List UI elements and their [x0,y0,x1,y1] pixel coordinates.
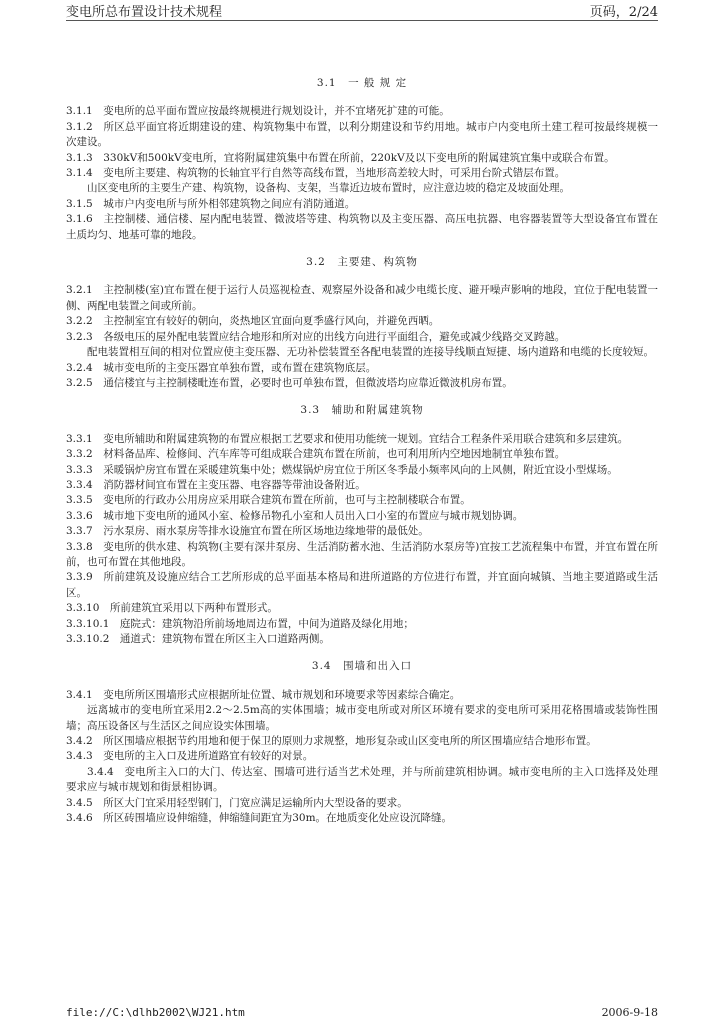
section [66,403,658,647]
clause-paragraph: 3.3.9 所前建筑及设施应结合工艺所形成的总平面基本格局和进所道路的方位进行布置，并宜面向城镇、当地主要道路或生活区。 [66,571,658,599]
clause-paragraph: 3.1.5 城市户内变电所与所外相邻建筑物之间应有消防通道。 [66,197,356,210]
document-title: 变电所总布置设计技术规程 [66,5,223,20]
document-body [66,76,658,838]
clause-paragraph: 3.3.10 所前建筑宜采用以下两种布置形式。 [66,602,278,615]
section [66,76,658,243]
clause-paragraph: 3.3.3 采暖锅炉房宜布置在采暖建筑集中处；燃煤锅炉房宜位于所区冬季最小频率风向的上风侧，附近宜设小型煤场。 [66,463,618,476]
page-header [66,0,658,22]
section-title: 3.2 主要建、构筑物 [306,256,418,269]
clause-paragraph: 3.4.2 所区围墙应根据节约用地和便于保卫的原则力求规整，地形复杂或山区变电所的所区围墙应结合地形布置。 [66,735,597,748]
clause-paragraph: 3.2.3 各级电压的屋外配电装置应结合地形和所对应的出线方向进行平面组合，避免或减少线路交叉跨越。 [66,330,566,343]
clause-paragraph: 3.1.1 变电所的总平面布置应按最终规模进行规划设计，并不宜堵死扩建的可能。 [66,105,450,118]
clause-paragraph: 3.3.2 材料备品库、检修间、汽车库等可组成联合建筑布置在所前，也可利用所内空地因地制宜单独布置。 [66,448,566,461]
clause-paragraph: 3.2.4 城市变电所的主变压器宜单独布置，或布置在建筑物底层。 [66,361,377,374]
clause-paragraph: 3.1.4 变电所主要建、构筑物的长轴宜平行自然等高线布置，当地形高差较大时，可采用台阶式错层布置。 [66,167,566,180]
clause-paragraph: 3.3.5 变电所的行政办公用房应采用联合建筑布置在所前，也可与主控制楼联合布置。 [66,494,471,507]
clause-paragraph: 3.3.7 污水泵房、雨水泵房等排水设施宜布置在所区场地边缘地带的最低处。 [66,525,429,538]
clause-paragraph: 3.3.8 变电所的供水建、构筑物(主要有深井泵房、生活消防蓄水池、生活消防水泵房等)宜按工艺流程集中布置，并宜布置在所前，也可布置在其他地段。 [66,540,658,568]
section-title: 3.4 围墙和出入口 [311,660,413,673]
page-number: 页码，2/24 [589,5,658,20]
clause-paragraph: 3.3.10.2 通道式：建筑物布置在所区主入口道路两侧。 [66,633,330,645]
section [66,255,658,391]
clause-paragraph: 3.3.4 消防器材间宜布置在主变压器、电容器等带油设备附近。 [66,478,366,491]
clause-paragraph: 3.2.2 主控制室宜有较好的朝向，炎热地区宜面向夏季盛行风向，并避免西晒。 [66,315,440,328]
clause-paragraph: 3.2.1 主控制楼(室)宜布置在便于运行人员巡视检查、观察屋外设备和减少电缆长度、避开噪声影响的地段，宜位于配电装置一侧、两配电装置之间或所前。 [66,284,658,312]
clause-paragraph: 3.4.6 所区砖围墙应设伸缩缝，伸缩缝间距宜为30m。在地质变化处应设沉降缝。 [66,812,453,825]
header-rule [66,20,658,21]
clause-paragraph: 远离城市的变电所宜采用2.2～2.5m高的实体围墙；城市变电所或对所区环境有要求的变电所可采用花格围墙或装饰性围墙；高压设备区与生活区之间应设实体围墙。 [66,704,658,732]
clause-paragraph: 3.1.3 330kV和500kV变电所，宜将附属建筑集中布置在所前，220kV及以下变电所的附属建筑宜集中或联合布置。 [66,151,615,164]
clause-paragraph: 3.4.1 变电所所区围墙形式应根据所址位置、城市规划和环境要求等因素综合确定。 [66,688,461,701]
clause-paragraph: 3.3.6 城市地下变电所的通风小室、检修吊物孔小室和人员出入口小室的布置应与城市规划协调。 [66,509,524,522]
section-title: 3.3 辅助和附属建筑物 [300,404,424,417]
clause-paragraph: 3.3.1 变电所辅助和附属建筑物的布置应根据工艺要求和使用功能统一规划。宜结合工程条件采用联合建筑和多层建筑。 [66,432,629,445]
print-date: 2006-9-18 [601,1006,658,1019]
clause-paragraph: 配电装置相互间的相对位置应使主变压器、无功补偿装置至各配电装置的连接导线顺直短捷、场内道路和电缆的长度较短。 [87,346,654,359]
page-footer [66,1006,658,1022]
clause-paragraph: 山区变电所的主要生产建、构筑物，设备构、支架，当靠近边坡布置时，应注意边坡的稳定及坡面处理。 [87,182,570,195]
clause-paragraph: 3.3.10.1 庭院式：建筑物沿所前场地周边布置，中间为道路及绿化用地； [66,617,414,630]
clause-paragraph: 3.4.4 变电所主入口的大门、传达室、围墙可进行适当艺术处理，并与所前建筑相协调。城市变电所的主入口选择及处理要求应与城市规划和街景相协调。 [66,765,658,794]
section-title: 3.1 一 般 规 定 [316,77,408,89]
file-path: file://C:\dlhb2002\WJ21.htm [66,1006,245,1019]
section [66,659,658,826]
clause-paragraph: 3.1.6 主控制楼、通信楼、屋内配电装置、微波塔等建、构筑物以及主变压器、高压电抗器、电容器装置等大型设备宜布置在土质均匀、地基可靠的地段。 [66,213,658,241]
clause-paragraph: 3.4.5 所区大门宜采用轻型钢门，门宽应满足运输所内大型设备的要求。 [66,796,408,809]
clause-paragraph: 3.2.5 通信楼宜与主控制楼毗连布置，必要时也可单独布置，但微波塔均应靠近微波机房布置。 [66,376,513,389]
clause-paragraph: 3.4.3 变电所的主入口及进所道路宜有较好的对景。 [66,750,314,763]
clause-paragraph: 3.1.2 所区总平面宜将近期建设的建、构筑物集中布置，以利分期建设和节约用地。城市户内变电所土建工程可按最终规模一次建设。 [66,120,658,149]
